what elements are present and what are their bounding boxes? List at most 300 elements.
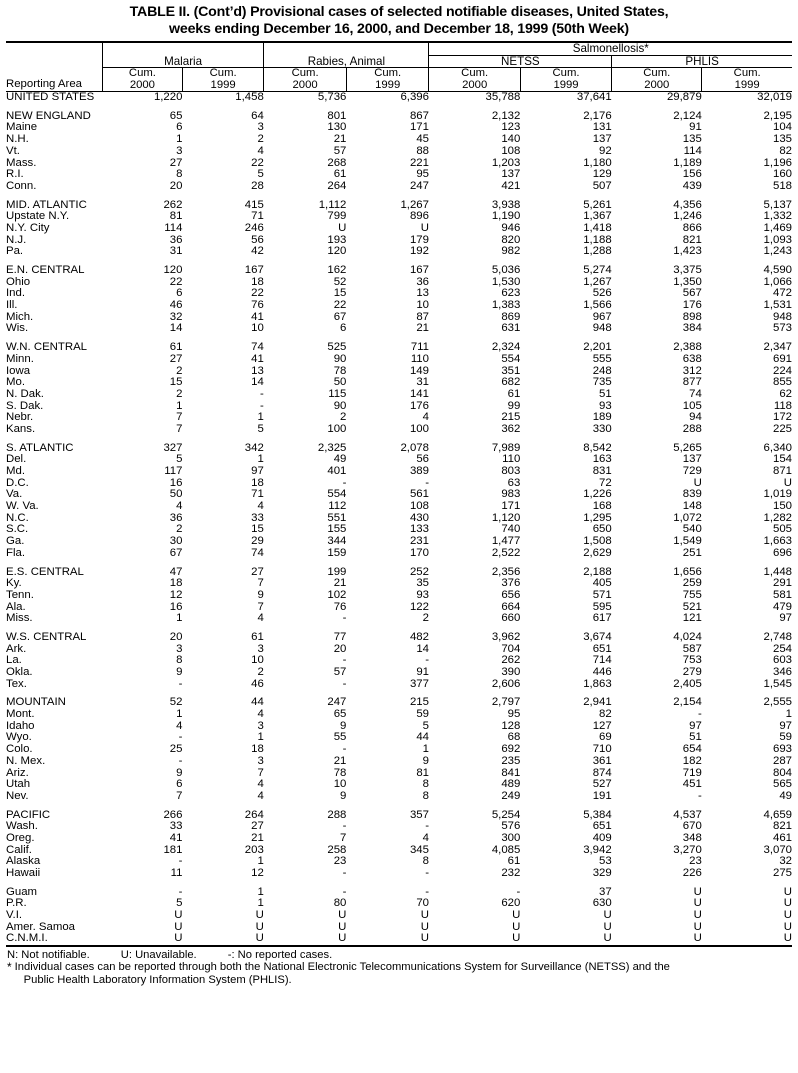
row-value: 691 [772, 352, 792, 365]
row-value: 1,469 [763, 221, 792, 234]
header-cum-label: Cum. [374, 67, 402, 80]
row-area-label: Minn. [6, 352, 34, 365]
row-area-label: N. Dak. [6, 387, 44, 400]
row-value: 193 [327, 233, 347, 246]
row-value: 1 [257, 897, 264, 910]
row-value: 8 [176, 654, 183, 667]
row-value: U [338, 221, 347, 234]
table-row [6, 744, 792, 756]
row-value: 108 [409, 500, 429, 513]
row-value: 755 [682, 588, 702, 601]
row-value: 97 [779, 719, 792, 732]
row-value: 44 [416, 731, 429, 744]
row-value: 118 [773, 399, 792, 412]
table-row [6, 454, 792, 466]
header-spacer-left [6, 55, 102, 68]
row-value: 7 [176, 789, 183, 802]
row-value: 682 [501, 376, 521, 389]
row-value: 877 [682, 376, 702, 389]
row-value: U [783, 920, 792, 933]
row-value: 9 [176, 666, 183, 679]
table-row [6, 679, 792, 691]
row-value: 110 [502, 453, 521, 466]
row-value: 28 [251, 179, 264, 192]
row-value: - [342, 743, 347, 756]
row-value: 137 [501, 168, 521, 181]
row-value: 2 [257, 133, 264, 146]
row-value: 56 [416, 453, 429, 466]
row-area-label: N.H. [6, 133, 29, 146]
row-value: 1 [176, 399, 183, 412]
row-value: 1,267 [400, 198, 429, 211]
header-spacer-malaria [102, 43, 263, 55]
row-value: 376 [501, 577, 521, 590]
row-value: 262 [163, 198, 183, 211]
row-value: 5 [257, 168, 264, 181]
header-year: 1999 [375, 78, 401, 91]
table-row [6, 424, 792, 436]
row-value: - [342, 867, 347, 880]
row-value: - [178, 885, 183, 898]
row-value: U [255, 932, 264, 945]
row-value: 97 [689, 719, 702, 732]
row-value: 711 [410, 341, 429, 354]
row-value: 47 [169, 565, 183, 578]
row-value: 567 [682, 287, 702, 300]
row-area-label: PACIFIC [6, 808, 51, 821]
row-value: 479 [772, 600, 792, 613]
row-value: 3 [257, 719, 264, 732]
header-col-phlis-1999 [702, 68, 792, 92]
row-value: 3,962 [491, 630, 521, 643]
row-value: 51 [689, 731, 702, 744]
table-row [6, 709, 792, 721]
row-value: 35 [416, 577, 429, 590]
header-cum-label: Cum. [733, 67, 761, 80]
table-row [6, 365, 792, 377]
header-row-groups [6, 55, 792, 68]
row-value: 181 [163, 843, 183, 856]
table-row [6, 443, 792, 455]
row-value: 507 [592, 179, 612, 192]
row-value: U [338, 909, 347, 922]
row-value: 551 [327, 511, 347, 524]
row-value: 401 [327, 465, 347, 478]
row-value: 7 [340, 831, 347, 844]
row-value: - [425, 476, 429, 489]
row-value: 36 [169, 511, 183, 524]
row-value: 279 [682, 666, 702, 679]
row-value: 52 [169, 696, 183, 709]
row-value: 405 [592, 577, 612, 590]
row-value: 69 [599, 731, 612, 744]
row-value: 18 [251, 743, 264, 756]
row-value: 4 [257, 708, 264, 721]
row-value: 664 [501, 600, 521, 613]
row-value: 291 [772, 577, 792, 590]
row-value: 1,477 [491, 535, 521, 548]
row-value: 18 [251, 476, 264, 489]
row-value: 866 [682, 221, 702, 234]
row-value: 81 [416, 766, 429, 779]
row-area-label: C.N.M.I. [6, 932, 48, 945]
row-value: 160 [772, 168, 792, 181]
row-value: 41 [251, 310, 264, 323]
row-value: 122 [409, 600, 429, 613]
row-value: 3 [257, 754, 264, 767]
row-value: 226 [682, 867, 702, 880]
row-area-label: Conn. [6, 179, 37, 192]
row-value: 7,989 [491, 441, 521, 454]
row-value: 15 [333, 287, 347, 300]
row-value: 221 [409, 156, 429, 169]
row-value: 74 [251, 546, 264, 559]
row-value: 1,545 [763, 677, 792, 690]
row-area-label: R.I. [6, 168, 24, 181]
row-value: 1,093 [763, 233, 792, 246]
row-value: 102 [327, 588, 347, 601]
row-value: 5 [176, 453, 183, 466]
row-value: 14 [169, 322, 183, 335]
row-value: U [783, 897, 792, 910]
row-value: 247 [409, 179, 429, 192]
table-row [6, 389, 792, 401]
row-value: 61 [507, 855, 521, 868]
row-value: 254 [772, 642, 792, 655]
row-value: 192 [409, 245, 429, 258]
row-value: 1,267 [583, 275, 612, 288]
row-value: 867 [409, 109, 429, 122]
row-area-label: E.N. CENTRAL [6, 264, 85, 277]
row-value: 3,942 [583, 843, 612, 856]
row-value: 110 [410, 352, 429, 365]
row-value: 232 [501, 867, 521, 880]
row-value: 9 [257, 588, 264, 601]
row-value: - [178, 731, 183, 744]
row-value: 554 [501, 352, 521, 365]
row-area-label: Wis. [6, 322, 29, 335]
row-value: 1,120 [491, 511, 521, 524]
row-value: 2,797 [491, 696, 521, 709]
row-value: 312 [682, 364, 702, 377]
table-row [6, 856, 792, 868]
row-value: 23 [689, 855, 702, 868]
row-value: 203 [244, 843, 264, 856]
row-value: 128 [501, 719, 521, 732]
row-area-label: MID. ATLANTIC [6, 198, 87, 211]
row-value: 2,555 [763, 696, 792, 709]
row-value: 18 [251, 275, 264, 288]
row-value: 131 [592, 121, 612, 134]
row-value: 1,246 [673, 210, 702, 223]
row-area-label: Ill. [6, 299, 18, 312]
row-value: - [342, 612, 347, 625]
row-value: 162 [327, 264, 347, 277]
table-row [6, 277, 792, 289]
row-value: 1,448 [763, 565, 792, 578]
row-value: 59 [416, 708, 429, 721]
row-value: 191 [592, 789, 612, 802]
table-row [6, 342, 792, 354]
row-value: 104 [772, 121, 792, 134]
row-value: 65 [333, 708, 347, 721]
row-value: 120 [327, 245, 347, 258]
row-value: 5,261 [583, 198, 612, 211]
row-value: 2,201 [583, 341, 612, 354]
header-row-top-groups [6, 43, 792, 55]
row-value: 555 [592, 352, 612, 365]
row-spacer [6, 880, 792, 887]
row-area-label: N.J. [6, 233, 27, 246]
footnotes [6, 947, 792, 986]
row-value: 74 [251, 341, 264, 354]
table-row [6, 122, 792, 134]
row-value: 264 [244, 808, 264, 821]
table-row [6, 644, 792, 656]
table-row [6, 732, 792, 744]
row-value: 330 [592, 422, 612, 435]
row-value: 620 [501, 897, 521, 910]
table-row [6, 613, 792, 625]
row-value: 1,288 [583, 245, 612, 258]
row-value: 704 [501, 642, 521, 655]
row-value: 258 [327, 843, 347, 856]
row-value: 4,590 [763, 264, 792, 277]
row-area-label: Maine [6, 121, 38, 134]
header-reporting-area: Reporting Area [6, 78, 82, 91]
header-group-malaria: Malaria [102, 55, 263, 68]
row-value: 61 [507, 387, 521, 400]
row-value: 13 [251, 364, 264, 377]
header-year: 1999 [210, 78, 236, 91]
table-row [6, 246, 792, 258]
row-value: 451 [682, 778, 702, 791]
row-value: 7 [257, 766, 264, 779]
row-area-label: N.Y. City [6, 221, 50, 234]
header-col-netss-1999 [520, 68, 611, 92]
row-area-label: Alaska [6, 855, 41, 868]
row-value: - [425, 820, 429, 833]
row-area-label: Ariz. [6, 766, 29, 779]
row-value: 67 [333, 310, 347, 323]
row-value: 345 [409, 843, 429, 856]
row-area-label: Vt. [6, 144, 20, 157]
row-value: 554 [327, 488, 347, 501]
row-value: 348 [682, 831, 702, 844]
row-value: 576 [501, 820, 521, 833]
row-area-label: S. Dak. [6, 399, 44, 412]
row-value: U [783, 909, 792, 922]
row-value: 22 [169, 275, 183, 288]
table-row [6, 548, 792, 560]
row-area-label: Okla. [6, 666, 33, 679]
header-group-phlis: PHLIS [612, 55, 792, 68]
row-value: U [603, 920, 612, 933]
row-area-label: Pa. [6, 245, 24, 258]
row-value: 59 [779, 731, 792, 744]
row-value: U [603, 909, 612, 922]
footnote-salmonellosis-text [15, 961, 792, 986]
row-value: 51 [599, 387, 612, 400]
row-area-label: Del. [6, 453, 27, 466]
row-value: 654 [682, 743, 702, 756]
row-value: 87 [416, 310, 429, 323]
row-value: 3 [176, 144, 183, 157]
header-col-rabies-1999 [346, 68, 429, 92]
row-value: 46 [169, 299, 183, 312]
row-value: 1 [257, 855, 264, 868]
row-area-label: Ohio [6, 275, 31, 288]
table-row [6, 756, 792, 768]
row-value: 70 [416, 897, 429, 910]
row-value: 1,863 [583, 677, 612, 690]
row-value: 9 [340, 789, 347, 802]
row-value: 15 [169, 376, 183, 389]
row-value: 1,531 [763, 299, 792, 312]
row-value: 1,243 [763, 245, 792, 258]
row-value: 176 [682, 299, 702, 312]
row-value: 44 [251, 696, 264, 709]
row-value: 2,195 [763, 109, 792, 122]
row-value: - [178, 855, 183, 868]
row-value: 231 [409, 535, 429, 548]
table-row [6, 767, 792, 779]
row-area-label: P.R. [6, 897, 27, 910]
row-value: 5,384 [583, 808, 612, 821]
row-value: 6 [340, 322, 347, 335]
row-value: 41 [169, 831, 183, 844]
row-area-label: Ky. [6, 577, 22, 590]
row-value: 10 [416, 299, 429, 312]
table-row [6, 157, 792, 169]
row-value: 729 [682, 465, 702, 478]
footnote-legend: N: Not notifiable. U: Unavailable. -: No reported cases. [7, 949, 333, 962]
table-row [6, 821, 792, 833]
row-value: 4,024 [673, 630, 702, 643]
row-value: 14 [251, 376, 264, 389]
row-area-label: Mont. [6, 708, 35, 721]
row-value: 50 [333, 376, 347, 389]
header-spacer-reporting-area [6, 43, 102, 55]
table-row [6, 223, 792, 235]
row-value: 156 [682, 168, 702, 181]
row-area-label: Fla. [6, 546, 25, 559]
table-row [6, 288, 792, 300]
footnote-line-1: Individual cases can be reported through both the National Electronic Telecommunications System for Surveillance (NETSS) and the [14, 961, 670, 974]
row-value: 300 [501, 831, 521, 844]
row-value: 100 [409, 422, 429, 435]
table-row [6, 513, 792, 525]
row-value: 1,663 [763, 535, 792, 548]
row-value: 898 [682, 310, 702, 323]
table-row [6, 377, 792, 389]
header-group-salmonellosis: Salmonellosis* [429, 43, 792, 55]
row-value: 16 [169, 600, 183, 613]
table-row [6, 211, 792, 223]
row-value: 133 [409, 523, 429, 536]
row-value: 2,124 [673, 109, 702, 122]
table-row [6, 667, 792, 679]
row-area-label: W. Va. [6, 500, 39, 513]
row-value: 149 [409, 364, 429, 377]
row-value: 472 [772, 287, 792, 300]
row-value: - [425, 867, 429, 880]
table-row [6, 489, 792, 501]
row-value: 3 [176, 642, 183, 655]
row-value: 561 [409, 488, 429, 501]
row-value: 20 [169, 179, 183, 192]
table-row [6, 300, 792, 312]
row-value: - [178, 754, 183, 767]
row-value: 327 [163, 441, 183, 454]
row-value: 9 [340, 719, 347, 732]
row-value: 1,295 [583, 511, 612, 524]
row-value: 13 [416, 287, 429, 300]
row-value: 114 [683, 144, 702, 157]
table-row [6, 910, 792, 922]
row-value: 446 [592, 666, 612, 679]
row-value: 2 [176, 523, 183, 536]
header-cum-label: Cum. [128, 67, 156, 80]
row-value: - [342, 885, 347, 898]
row-value: 77 [333, 630, 347, 643]
row-value: U [693, 909, 702, 922]
row-value: 4 [257, 144, 264, 157]
row-value: 275 [772, 867, 792, 880]
row-value: 172 [772, 411, 792, 424]
row-value: 540 [682, 523, 702, 536]
row-value: 1,367 [583, 210, 612, 223]
row-value: 155 [327, 523, 347, 536]
row-value: 603 [772, 654, 792, 667]
row-area-label: Amer. Samoa [6, 920, 76, 933]
row-value: 855 [772, 376, 792, 389]
row-value: 2,325 [317, 441, 347, 454]
row-value: 518 [772, 179, 792, 192]
row-value: 1,656 [673, 565, 702, 578]
row-value: 68 [507, 731, 521, 744]
row-area-label: Md. [6, 465, 25, 478]
row-value: 71 [251, 210, 264, 223]
row-value: 4 [257, 500, 264, 513]
row-value: 45 [416, 133, 429, 146]
row-value: 2,078 [400, 441, 429, 454]
row-value: U [783, 885, 792, 898]
row-value: 7 [176, 411, 183, 424]
row-value: - [698, 789, 702, 802]
row-value: 521 [682, 600, 702, 613]
footnote-salmonellosis [7, 961, 792, 986]
row-value: 799 [327, 210, 347, 223]
row-value: 2,356 [491, 565, 521, 578]
header-year: 2000 [462, 78, 488, 91]
row-value: 329 [592, 867, 612, 880]
row-area-label: Ga. [6, 535, 25, 548]
row-value: U [783, 476, 792, 489]
row-value: 8 [422, 778, 429, 791]
row-area-label: Mo. [6, 376, 25, 389]
row-area-label: N. Mex. [6, 754, 46, 767]
row-value: 617 [592, 612, 612, 625]
row-value: 135 [682, 133, 702, 146]
row-value: 9 [422, 754, 429, 767]
row-value: 631 [501, 322, 521, 335]
row-value: 581 [772, 588, 792, 601]
row-value: 2,522 [491, 546, 521, 559]
row-value: 1 [176, 708, 183, 721]
row-value: 225 [772, 422, 792, 435]
row-value: 2,941 [583, 696, 612, 709]
